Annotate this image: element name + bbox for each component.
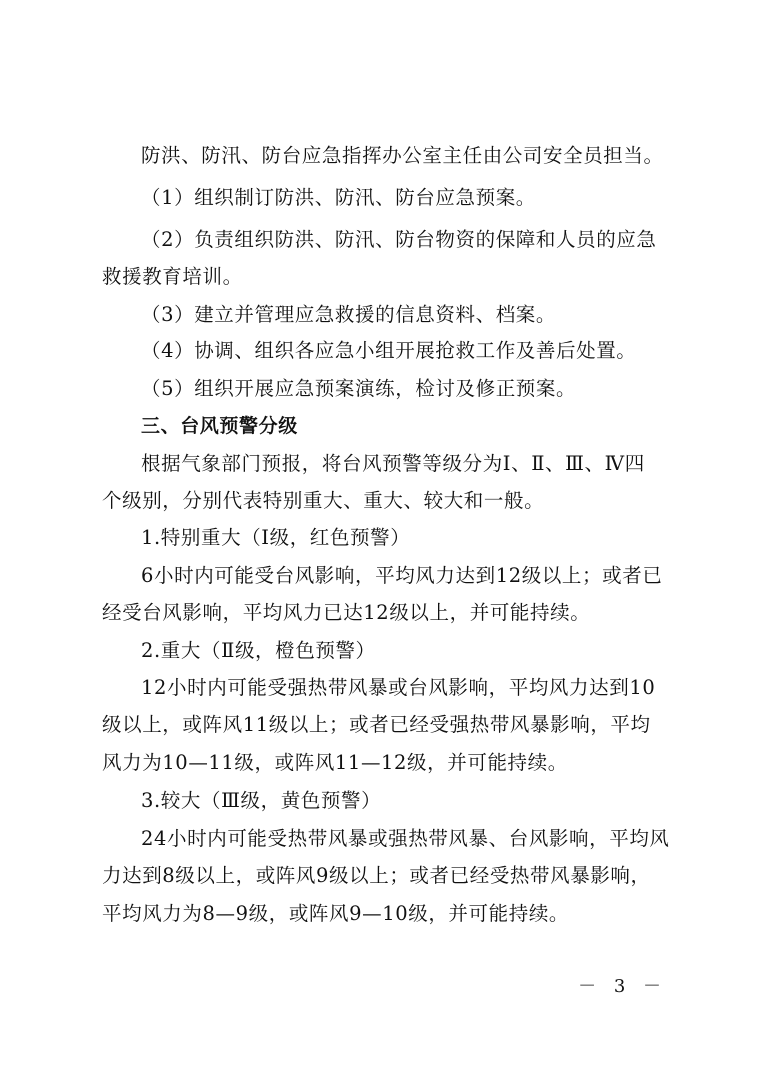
duty-item-1: （1）组织制订防洪、防汛、防台应急预案。 bbox=[141, 186, 536, 209]
level-2-heading: 2.重大（Ⅱ级，橙色预警） bbox=[141, 639, 376, 662]
level-1-heading: 1.特别重大（Ⅰ级，红色预警） bbox=[141, 526, 411, 549]
duty-item-2-line-1: （2）负责组织防洪、防汛、防台物资的保障和人员的应急 bbox=[141, 228, 657, 251]
paragraph-office-director: 防洪、防汛、防台应急指挥办公室主任由公司安全员担当。 bbox=[141, 144, 664, 167]
level-1-description-line-1: 6小时内可能受台风影响，平均风力达到12级以上；或者已 bbox=[141, 564, 663, 587]
level-3-description-line-2: 力达到8级以上，或阵风9级以上；或者已经受热带风暴影响， bbox=[102, 864, 651, 887]
paragraph-warning-levels-line-2: 个级别，分别代表特别重大、重大、较大和一般。 bbox=[102, 489, 545, 512]
page-number: － 3 － bbox=[578, 976, 667, 997]
level-3-heading: 3.较大（Ⅲ级，黄色预警） bbox=[141, 789, 382, 812]
level-3-description-line-3: 平均风力为8—9级，或阵风9—10级，并可能持续。 bbox=[102, 902, 570, 925]
level-3-description-line-1: 24小时内可能受热带风暴或强热带风暴、台风影响，平均风 bbox=[141, 827, 670, 850]
level-2-description-line-1: 12小时内可能受强热带风暴或台风影响，平均风力达到10 bbox=[141, 676, 656, 699]
paragraph-warning-levels-line-1: 根据气象部门预报，将台风预警等级分为Ⅰ、Ⅱ、Ⅲ、Ⅳ四 bbox=[141, 452, 645, 475]
section-heading-typhoon-warning: 三、台风预警分级 bbox=[141, 415, 298, 437]
duty-item-4: （4）协调、组织各应急小组开展抢救工作及善后处置。 bbox=[141, 339, 637, 362]
duty-item-2-line-2: 救援教育培训。 bbox=[102, 265, 243, 288]
duty-item-5: （5）组织开展应急预案演练，检讨及修正预案。 bbox=[141, 377, 577, 400]
level-2-description-line-2: 级以上，或阵风11级以上；或者已经受强热带风暴影响，平均 bbox=[102, 713, 651, 736]
level-2-description-line-3: 风力为10—11级，或阵风11—12级，并可能持续。 bbox=[102, 751, 568, 774]
duty-item-3: （3）建立并管理应急救援的信息资料、档案。 bbox=[141, 303, 557, 326]
level-1-description-line-2: 经受台风影响，平均风力已达12级以上，并可能持续。 bbox=[102, 601, 591, 624]
